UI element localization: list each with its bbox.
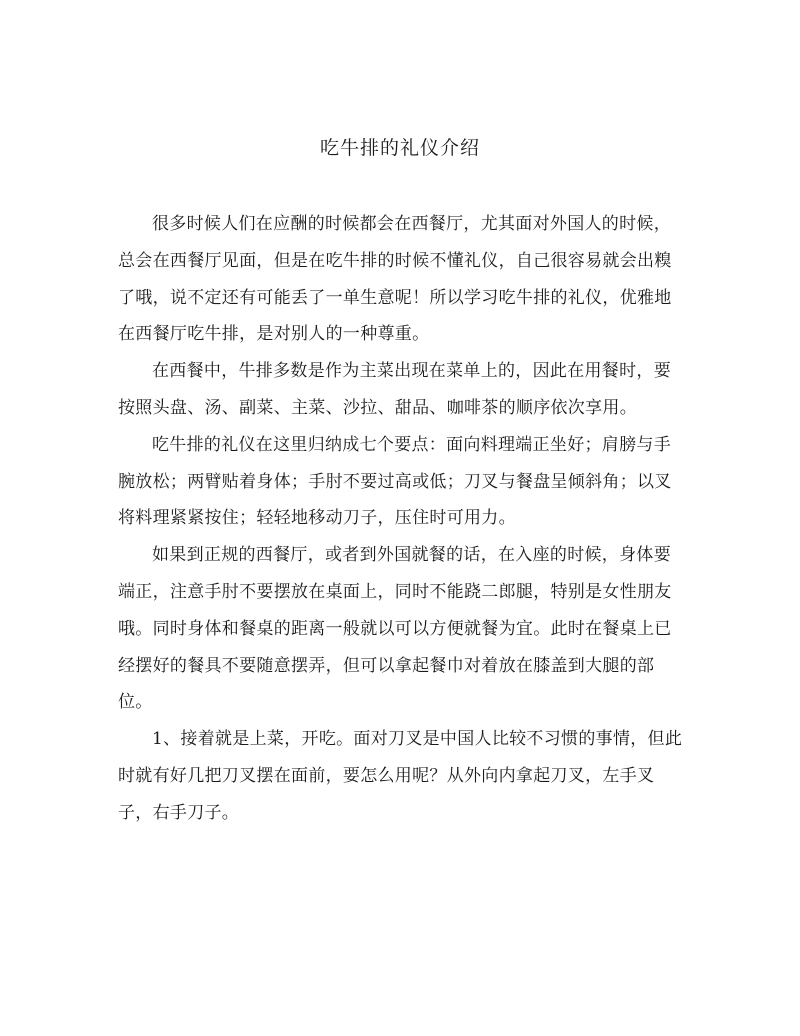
- document-title: 吃牛排的礼仪介绍: [319, 137, 480, 159]
- paragraph-cutlery: 1、接着就是上菜，开吃。面对刀叉是中国人比较不习惯的事情，但此时就有好几把刀叉摆在面前，要怎么用呢？从外向内拿起刀叉，左手叉子，右手刀子。: [118, 729, 683, 823]
- document-body: [118, 206, 688, 832]
- paragraph-seven-points: 吃牛排的礼仪在这里归纳成七个要点：面向料理端正坐好；肩膀与手腕放松；两臂贴着身体；手肘不要过高或低；刀叉与餐盘呈倾斜角；以叉将料理紧紧按住；轻轻地移动刀子，压住时可用力。: [118, 434, 672, 529]
- paragraph-course-order: 在西餐中，牛排多数是作为主菜出现在菜单上的，因此在用餐时，要按照头盘、汤、副菜、主菜、沙拉、甜品、咖啡茶的顺序依次享用。: [118, 361, 671, 418]
- paragraph-intro: 很多时候人们在应酬的时候都会在西餐厅，尤其面对外国人的时候，总会在西餐厅见面，但是在吃牛排的时候不懂礼仪，自己很容易就会出糗了哦，说不定还有可能丢了一单生意呢！所以学习吃牛排的礼仪，优雅地在西餐厅吃牛排，是对别人的一种尊重。: [118, 214, 672, 345]
- paragraph-seating: 如果到正规的西餐厅，或者到外国就餐的话，在入座的时候，身体要端正，注意手肘不要摆放在桌面上，同时不能跷二郎腿，特别是女性朋友哦。同时身体和餐桌的距离一般就以可以方便就餐为宜。此时在餐桌上已经摆好的餐具不要随意摆弄，但可以拿起餐巾对着放在膝盖到大腿的部位。: [118, 545, 672, 713]
